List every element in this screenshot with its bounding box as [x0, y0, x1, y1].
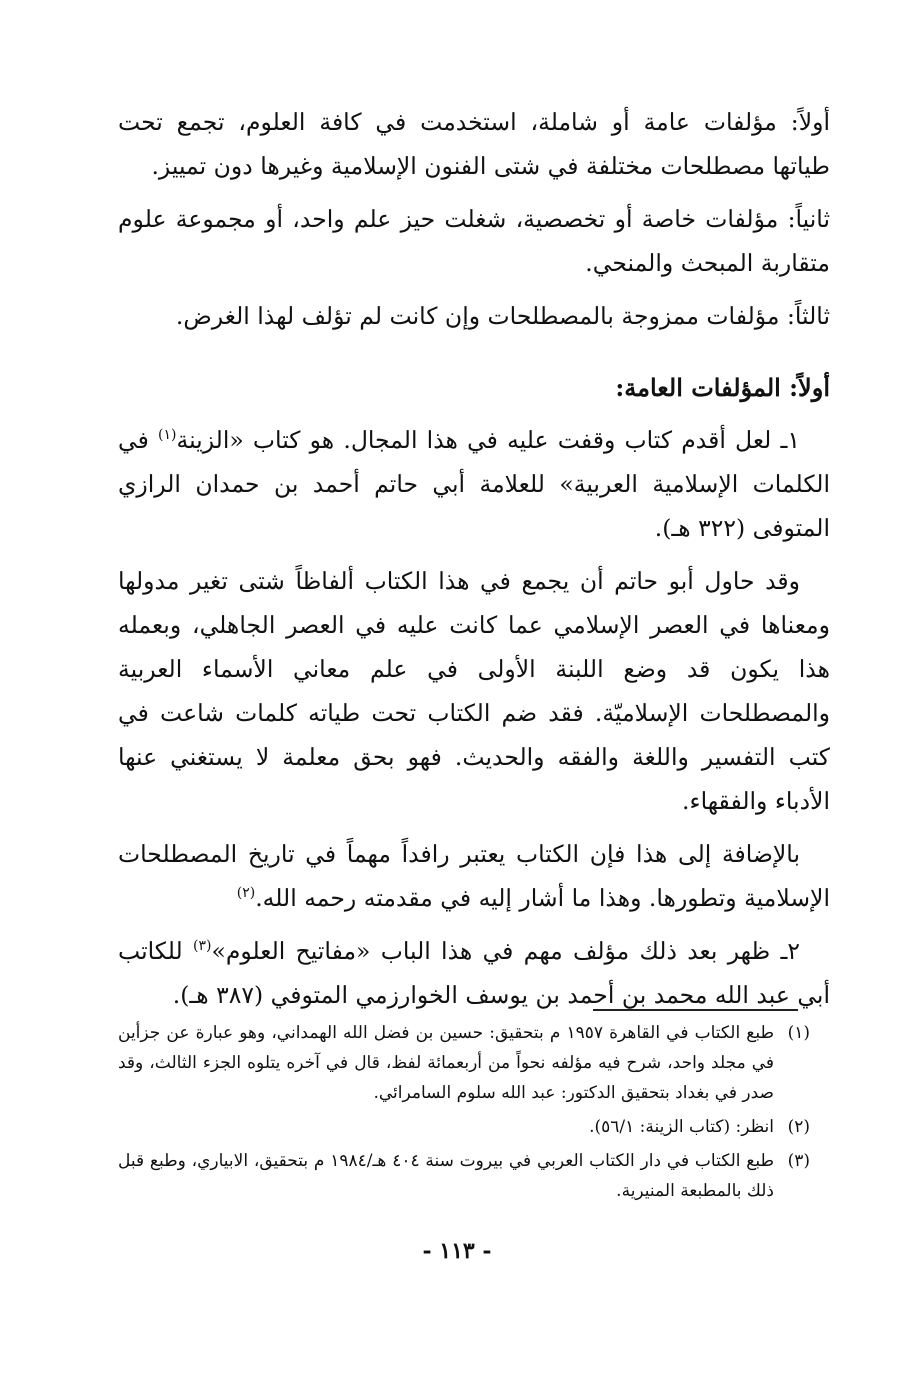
paragraph-mafatih — [118, 929, 830, 1017]
footnote-divider — [593, 1009, 798, 1011]
footnote-ref-2: (٢) — [236, 885, 256, 902]
footnote-ref-1: (١) — [158, 427, 177, 444]
paragraph-importance-text: بالإضافة إلى هذا فإن الكتاب يعتبر رافداً مهماً في تاريخ المصطلحات الإسلامية وتطورها. وهذا ما أشار إليه في مقدمته رحمه الله. — [118, 840, 830, 912]
footnote-1 — [118, 1018, 810, 1108]
section-heading: أولاً: المؤلفات العامة: — [615, 373, 830, 402]
category-one: أولاً: مؤلفات عامة أو شاملة، استخدمت في كافة العلوم، تجمع تحت طياتها مصطلحات مختلفة في شتى الفنون الإسلامية وغيرها دون تمييز. — [118, 108, 830, 180]
category-two: ثانياً: مؤلفات خاصة أو تخصصية، شغلت حيز علم واحد، أو مجموعة علوم متقاربة المبحث والمنحي. — [118, 205, 830, 277]
footnote-text: طبع الكتاب في دار الكتاب العربي في بيروت سنة ٤٠٤ هـ/١٩٨٤ م بتحقيق، الابياري، وطبع قبل ذلك بالمطبعة المنيرية. — [118, 1151, 774, 1201]
paragraph-zina-text-a: ١ـ لعل أقدم كتاب وقفت عليه في هذا المجال. هو كتاب «الزينة — [176, 426, 800, 454]
category-three: ثالثاً: مؤلفات ممزوجة بالمصطلحات وإن كانت لم تؤلف لهذا الغرض. — [175, 302, 830, 330]
paragraph-abu-hatim: وقد حاول أبو حاتم أن يجمع في هذا الكتاب ألفاظاً شتى تغير مدولها ومعناها في العصر الإسلامي عما كانت عليه في العصر الجاهلي، وبعمله هذا يكون قد وضع اللبنة الأولى في علم معاني الأسماء العربية والمصطلحات الإسلاميّة. فقد ضم الكتاب تحت طياته كلمات شاعت في كتب التفسير واللغة والفقه والحديث. فهو بحق معلمة لا يستغني عنها الأدباء والفقهاء. — [118, 567, 830, 815]
paragraph-importance — [118, 832, 830, 920]
footnote-text: انظر: (كتاب الزينة: ٥٦/١). — [589, 1117, 774, 1137]
page-number: - ١١٣ - — [422, 1238, 492, 1264]
footnote-number: (١) — [787, 1023, 810, 1043]
footnote-ref-3: (٣) — [192, 938, 212, 955]
main-text — [118, 100, 830, 1026]
footnote-2 — [118, 1112, 810, 1142]
footnote-number: (٣) — [787, 1151, 810, 1171]
footnote-number: (٢) — [787, 1117, 810, 1137]
paragraph-zina — [118, 418, 830, 550]
footnotes — [118, 1018, 810, 1210]
footnote-3 — [118, 1146, 810, 1206]
paragraph-mafatih-text-b: للكاتب أبي عبد الله محمد بن أحمد بن يوسف الخوارزمي المتوفي (٣٨٧ هـ). — [118, 937, 830, 1009]
footnote-text: طبع الكتاب في القاهرة ١٩٥٧ م بتحقيق: حسين بن فضل الله الهمداني، وهو عبارة عن جزأين في مجلد واحد، شرح فيه مؤلفه نحواً من أربعمائة لفظ، قال في آخره يتلوه الجزء الثالث، وقد صدر في بغداد بتحقيق الدكتور: عبد الله سلوم السامرائي. — [118, 1023, 774, 1103]
paragraph-zina-text-b: في الكلمات الإسلامية العربية» للعلامة أبي حاتم أحمد بن حمدان الرازي المتوفى (٣٢٢ هـ). — [118, 426, 830, 542]
paragraph-mafatih-text-a: ٢ـ ظهر بعد ذلك مؤلف مهم في هذا الباب «مفاتيح العلوم» — [211, 937, 800, 965]
